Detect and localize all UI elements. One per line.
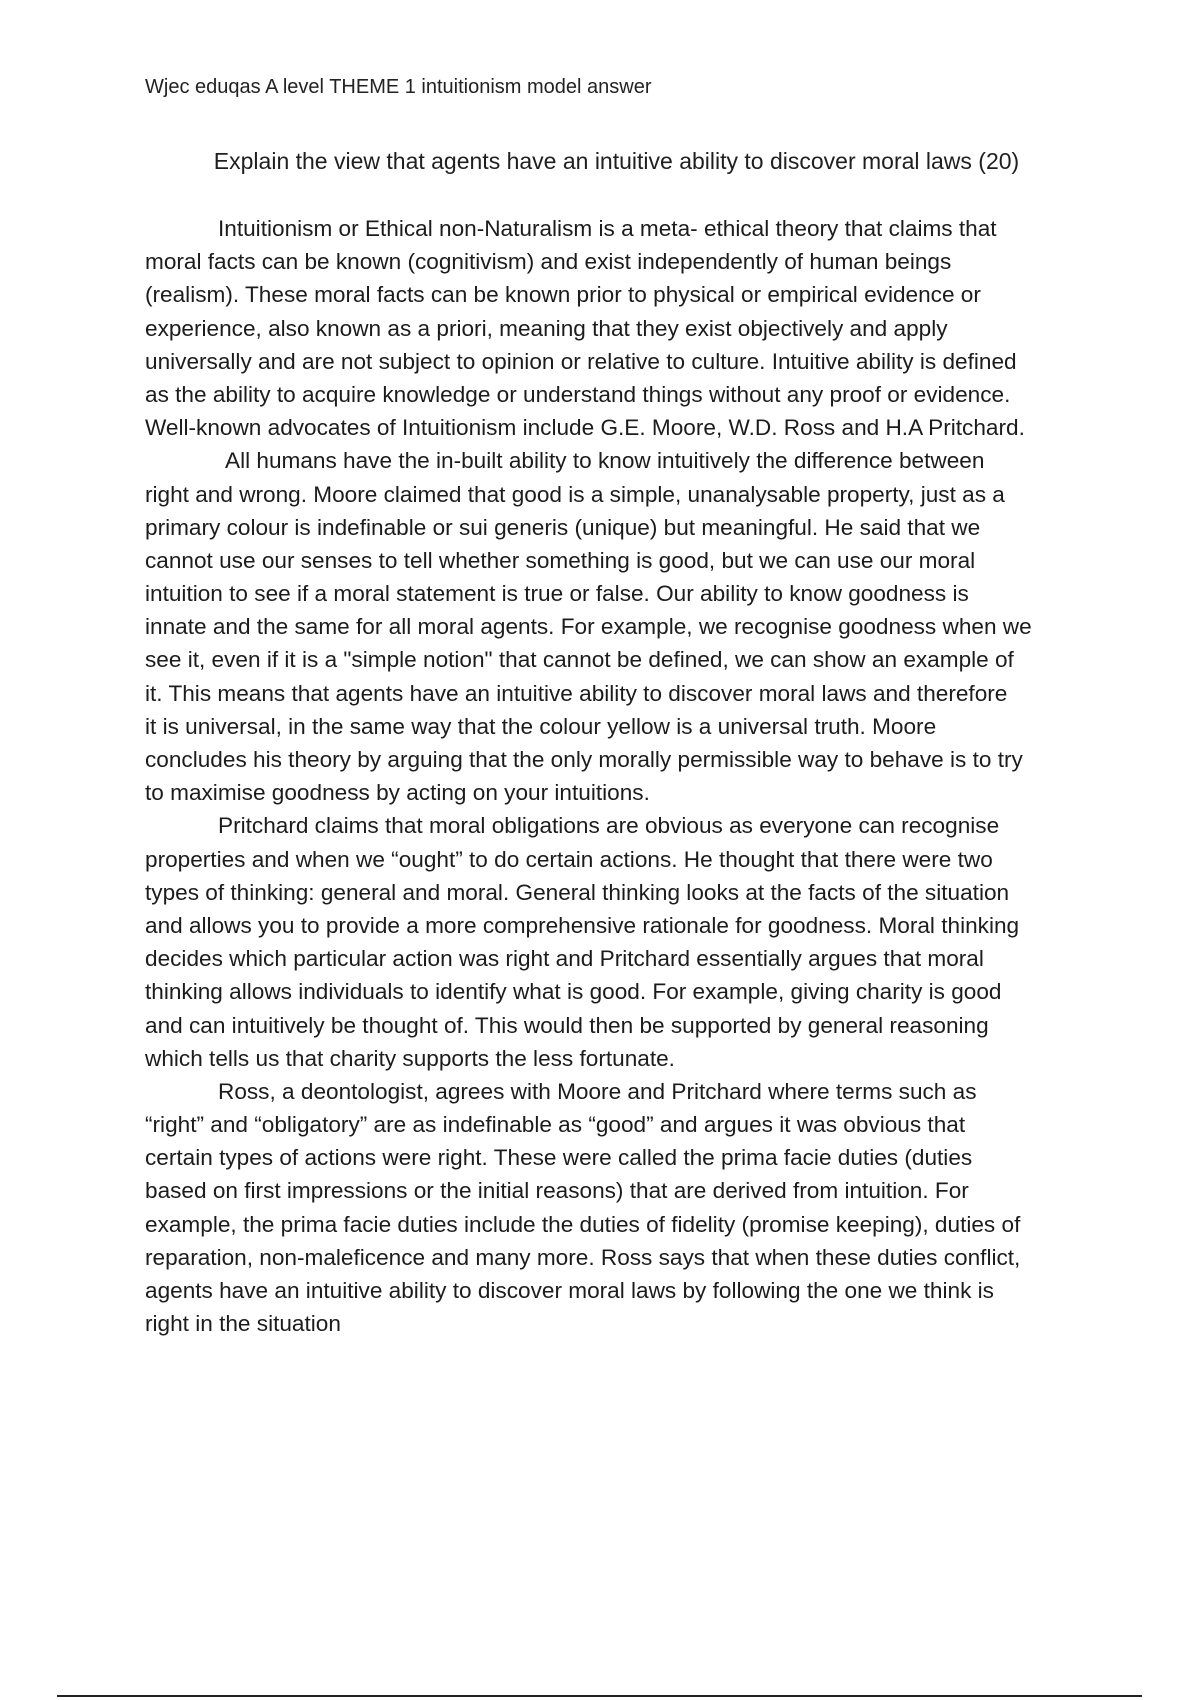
paragraph-4-line: reparation, non-maleficence and many more. Ross says that when these duties conflict, [145, 1244, 1021, 1270]
paragraph-4-line: example, the prima facie duties include the duties of fidelity (promise keeping), duties of [145, 1211, 1021, 1237]
paragraph-1-line: moral facts can be known (cognitivism) and exist independently of human beings [145, 249, 952, 275]
paragraph-2-line: primary colour is indefinable or sui generis (unique) but meaningful. He said that we [145, 514, 981, 540]
paragraph-2-line: intuition to see if a moral statement is true or false. Our ability to know goodness is [145, 581, 969, 607]
essay-body [145, 212, 1095, 1340]
paragraph-2-line: it. This means that agents have an intuitive ability to discover moral laws and therefore [145, 680, 1008, 706]
paragraph-4-line: Ross, a deontologist, agrees with Moore and Pritchard where terms such as [218, 1078, 977, 1104]
paragraph-4-line: certain types of actions were right. These were called the prima facie duties (duties [145, 1145, 973, 1171]
paragraph-3-line: properties and when we “ought” to do certain actions. He thought that there were two [145, 846, 993, 872]
paragraph-2-line: it is universal, in the same way that the colour yellow is a universal truth. Moore [145, 713, 937, 739]
paragraph-4-line: right in the situation [145, 1311, 341, 1337]
document-header: Wjec eduqas A level THEME 1 intuitionism model answer [145, 76, 652, 98]
paragraph-2-line: innate and the same for all moral agents. For example, we recognise goodness when we [145, 614, 1032, 640]
paragraph-1-line: Well-known advocates of Intuitionism include G.E. Moore, W.D. Ross and H.A Pritchard. [145, 415, 1025, 441]
paragraph-1-line: universally and are not subject to opinion or relative to culture. Intuitive ability is defined [145, 348, 1017, 374]
paragraph-2-line: see it, even if it is a "simple notion" that cannot be defined, we can show an example of [145, 647, 1014, 673]
paragraph-2-line: to maximise goodness by acting on your intuitions. [145, 780, 650, 806]
paragraph-3-line: and can intuitively be thought of. This would then be supported by general reasoning [145, 1012, 989, 1038]
paragraph-3-line: types of thinking: general and moral. General thinking looks at the facts of the situation [145, 879, 1010, 905]
paragraph-1-line: (realism). These moral facts can be known prior to physical or empirical evidence or [145, 282, 981, 308]
paragraph-4-line: agents have an intuitive ability to discover moral laws by following the one we think is [145, 1278, 994, 1303]
paragraph-2-line: right and wrong. Moore claimed that good is a simple, unanalysable property, just as a [145, 481, 1005, 507]
paragraph-2-line: concludes his theory by arguing that the only morally permissible way to behave is to try [145, 747, 1023, 772]
essay-question: Explain the view that agents have an intuitive ability to discover moral laws (20) [213, 148, 1020, 174]
paragraph-2-line: All humans have the in-built ability to know intuitively the difference between [225, 448, 985, 474]
paragraph-1-line: experience, also known as a priori, meaning that they exist objectively and apply [145, 315, 948, 341]
paragraph-3-line: which tells us that charity supports the less fortunate. [145, 1045, 675, 1071]
paragraph-3-line: Pritchard claims that moral obligations are obvious as everyone can recognise [218, 813, 1000, 839]
paragraph-3-line: decides which particular action was right and Pritchard essentially argues that moral [145, 946, 984, 972]
paragraph-2-line: cannot use our senses to tell whether something is good, but we can use our moral [145, 547, 976, 573]
paragraph-3-line: and allows you to provide a more comprehensive rationale for goodness. Moral thinking [145, 912, 1020, 938]
paragraph-4-line: based on first impressions or the initial reasons) that are derived from intuition. For [145, 1178, 969, 1204]
paragraph-3-line: thinking allows individuals to identify what is good. For example, giving charity is good [145, 979, 1002, 1005]
bottom-divider [57, 1695, 1142, 1697]
paragraph-1-line: Intuitionism or Ethical non-Naturalism is a meta- ethical theory that claims that [218, 216, 997, 241]
paragraph-4-line: “right” and “obligatory” are as indefinable as “good” and argues it was obvious that [145, 1112, 966, 1138]
paragraph-1-line: as the ability to acquire knowledge or understand things without any proof or evidence. [145, 381, 1011, 407]
